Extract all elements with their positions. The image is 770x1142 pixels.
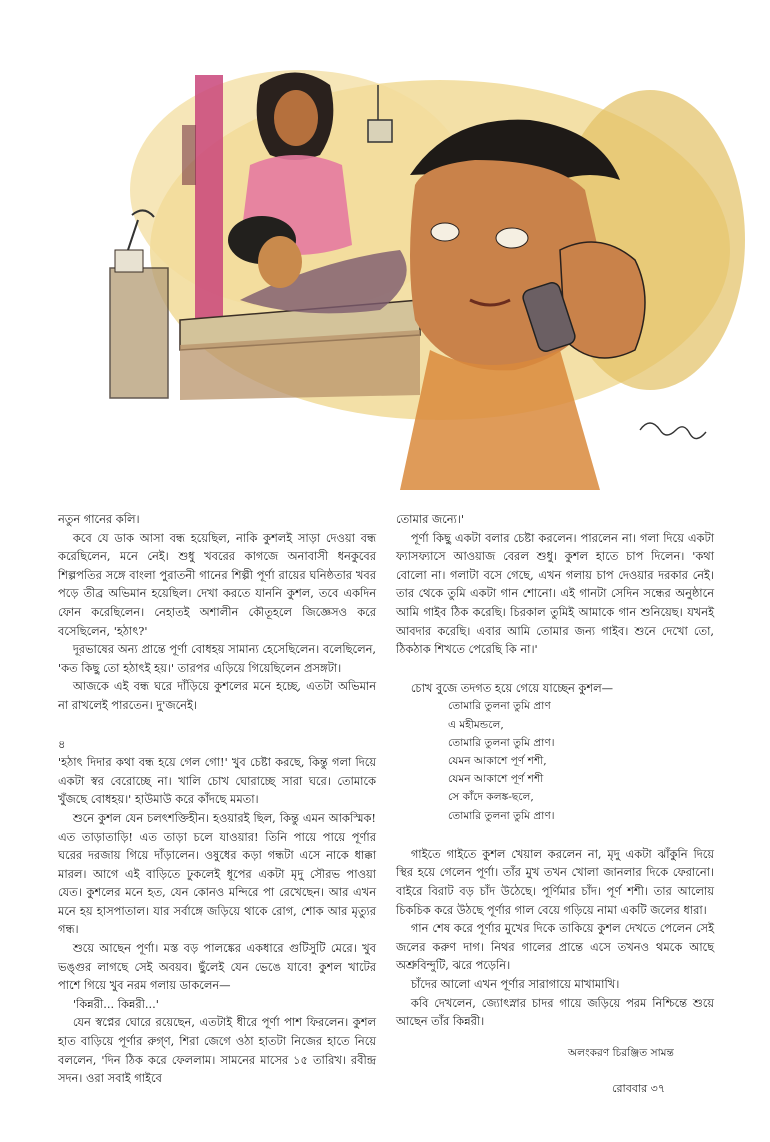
paragraph: আজকে এই বন্ধ ঘরে দাঁড়িয়ে কুশলের মনে হচ্ছে, এতটা অভিমান না রাখলেই পারতেন। দু'জনেই। (58, 679, 376, 712)
poem-line: তোমারি তুলনা তুমি প্রাণ। (448, 736, 555, 749)
left-text-column (58, 510, 376, 1088)
paragraph: চাঁদের আলো এখন পূর্ণার সারাগায়ে মাখামাখি। (410, 976, 620, 991)
page-footer: রোববার ৩৭ (612, 1082, 665, 1095)
paragraph: দূরভাষের অন্য প্রান্তে পূর্ণা বোধহয় সামান্য হেসেছিলেন। বলেছিলেন, 'কত কিছু তো হঠাৎই হয়।' তারপর এড়িয়ে গিয়েছিলেন প্রসঙ্গটা। (58, 642, 376, 675)
paragraph: পূর্ণা কিছু একটা বলার চেষ্টা করলেন। পারলেন না। গলা দিয়ে একটা ফ্যাসফ্যাসে আওয়াজ বেরল শুধু। কুশল হাতে চাপ দিলেন। 'কথা বোলো না। গলাটা বসে গেছে, এখন গলায় চাপ দেওয়ার দরকার নেই। তার থেকে তুমি একটা গান শোনো। এই গানটা সেদিন সন্ধের অনুষ্ঠানে আমি গাইব ঠিক করেছি। চিরকাল তুমিই আমাকে গান শুনিয়েছ। যখনই আবদার করেছি। এবার আমি তোমার জন্য গাইব। শুনে দেখো তো, ঠিকঠাক শিখতে পেরেছি কি না।' (396, 530, 714, 657)
story-illustration (0, 0, 770, 490)
section-number: ৪ (58, 736, 66, 751)
paragraph: যেন স্বপ্নের ঘোরে রয়েছেন, এতটাই ধীরে পূর্ণা পাশ ফিরলেন। কুশল হাত বাড়িয়ে পূর্ণার রুগ্ণ, শিরা জেগে ওঠা হাতটা নিজের হাতে নিয়ে বললেন, 'দিন ঠিক করে ফেললাম। সামনের মাসের ১৫ তারিখ। রবীন্দ্র সদন। ওরা সবাই গাইবে (58, 1015, 376, 1086)
paragraph: গাইতে গাইতে কুশল খেয়াল করলেন না, মৃদু একটা ঝাঁকুনি দিয়ে স্থির হয়ে গেলেন পূর্ণা। তাঁর মুখ তখন খোলা জানলার দিকে ফেরানো। বাইরে বিরাট বড় চাঁদ উঠেছে। পূর্ণিমার চাঁদ। পূর্ণ শশী। তার আলোয় চিকচিক করে উঠছে পূর্ণার গাল বেয়ে গড়িয়ে নামা একটি জলের ধারা। (396, 846, 714, 917)
paragraph: 'কিন্নরী... কিন্নরী...' (72, 996, 159, 1011)
paragraph: 'হঠাৎ দিদার কথা বন্ধ হয়ে গেল গো!' খুব চেষ্টা করছে, কিন্তু গলা দিয়ে একটা স্বর বেরোচ্ছে না। খালি চোখ ঘোরাচ্ছে সারা ঘরে। তোমাকে খুঁজছে বোধহয়।' হাউমাউ করে কাঁদছে মমতা। (58, 755, 376, 807)
poem (448, 697, 714, 824)
paragraph: গান শেষ করে পূর্ণার মুখের দিকে তাকিয়ে কুশল দেখতে পেলেন সেই জলের করুণ দাগ। নিথর গালের প্রান্তে এসে তখনও থমকে আছে অশ্রুবিন্দুটি, ঝরে পড়েনি। (396, 921, 714, 973)
poem-line: এ মহীমন্ডলে, (448, 718, 504, 731)
paragraph: শুনে কুশল যেন চলৎশক্তিহীন। হওয়ারই ছিল, কিন্তু এমন আকস্মিক! এত তাড়াতাড়ি! এত তাড়া চলে যাওয়ার! তিনি পায়ে পায়ে পূর্ণার ঘরের দরজায় গিয়ে দাঁড়ালেন। ওষুধের কড়া গন্ধটা এসে নাকে ধাক্কা মারল। আগে এই বাড়িতে ঢুকলেই ধূপের একটা মৃদু সৌরভ পাওয়া যেত। কুশলের মনে হত, যেন কোনও মন্দিরে পা রেখেছেন। আর এখন মনে হয় হাসপাতাল। যার সর্বাঙ্গে জড়িয়ে থাকে রোগ, শোক আর মৃত্যুর গন্ধ। (58, 810, 376, 937)
paragraph: তোমার জন্যে।' (396, 512, 465, 526)
illustration-credit: অলংকরণ চিরঞ্জিত সামন্ত (568, 1047, 674, 1059)
right-text-column (396, 510, 714, 1031)
paragraph: নতুন গানের কলি। (58, 512, 140, 526)
paragraph: কবে যে ডাক আসা বন্ধ হয়েছিল, নাকি কুশলই সাড়া দেওয়া বন্ধ করেছিলেন, মনে নেই। শুধু খবরের কাগজে অনাবাসী ধনকুবের শিল্পপতির সঙ্গে বাংলা পুরাতনী গানের শিল্পী পূর্ণা রায়ের ঘনিষ্ঠতার খবর পড়ে তীব্র অভিমান হয়েছিল। দেখা করতে যাননি কুশল, তবে একদিন ফোন করেছিলেন। নেহাতই অশালীন কৌতূহলে জিজ্ঞেসও করে বসেছিলেন, 'হঠাৎ?' (58, 530, 376, 638)
poem-line: তোমারি তুলনা তুমি প্রাণ। (448, 809, 555, 822)
poem-line: যেমন আকাশে পূর্ণ শশী (448, 773, 544, 786)
paragraph: কবি দেখলেন, জ্যোৎস্নার চাদর গায়ে জড়িয়ে পরম নিশ্চিন্তে শুয়ে আছেন তাঁর কিন্নরী। (396, 995, 714, 1029)
poem-line: যেমন আকাশে পূর্ণ শশী, (448, 754, 547, 767)
poem-line: সে কাঁদে কলঙ্ক-ছলে, (448, 791, 534, 804)
poem-intro: চোখ বুজে তদগত হয়ে গেয়ে যাচ্ছেন কুশল— (410, 680, 613, 695)
poem-line: তোমারি তুলনা তুমি প্রাণ (448, 700, 551, 713)
paragraph: শুয়ে আছেন পূর্ণা। মস্ত বড় পালঙ্কের একধারে গুটিসুটি মেরে। খুব ভঙ্গুর লাগছে সেই অবয়ব। ছুঁলেই যেন ভেঙে যাবে! কুশল খাটের পাশে গিয়ে খুব নরম গলায় ডাকলেন— (58, 941, 376, 993)
